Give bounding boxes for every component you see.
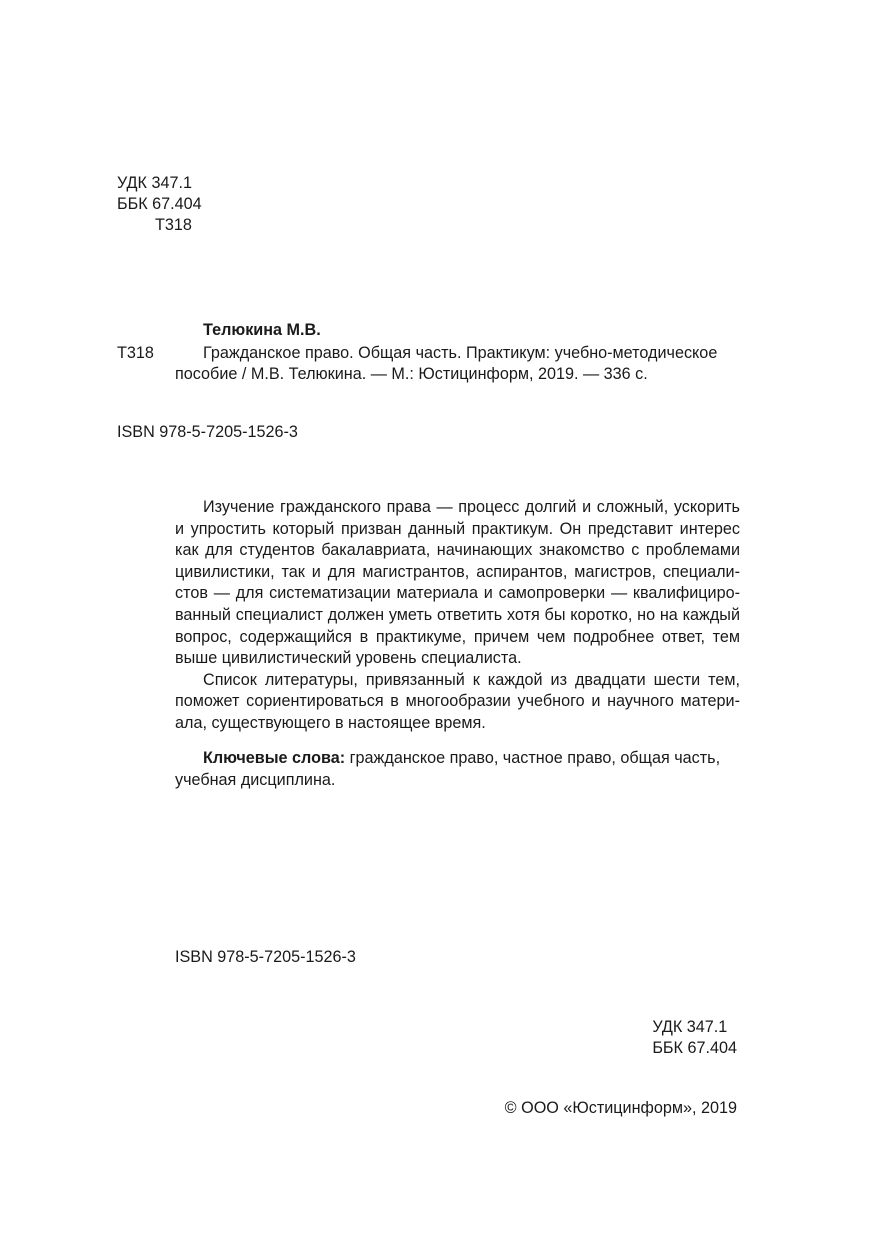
bbk-code: ББК 67.404: [652, 1039, 737, 1057]
udk-code: УДК 347.1: [652, 1018, 728, 1036]
bbk-code: ББК 67.404: [117, 195, 202, 213]
author-sign: Т318: [155, 216, 192, 234]
bibliography-line-1: Гражданское право. Общая часть. Практикум: учебно-методическое: [203, 344, 718, 362]
abstract-line: Изучение гражданского права — процесс долгий и сложный, ускорить: [203, 498, 740, 516]
abstract-line: ванный специалист должен уметь ответить хотя бы коротко, но на каждый: [175, 605, 740, 624]
copyright-notice: © ООО «Юстицинформ», 2019: [504, 1099, 737, 1117]
keywords-text-1: гражданское право, частное право, общая часть,: [345, 749, 721, 767]
isbn-bottom: ISBN 978-5-7205-1526-3: [175, 948, 356, 966]
bibliographic-description: [175, 343, 740, 385]
abstract-line: и упростить который призван данный практикум. Он представит интерес: [175, 519, 740, 538]
isbn-top: ISBN 978-5-7205-1526-3: [117, 423, 298, 441]
keywords-line-1: [175, 747, 740, 769]
abstract-line: как для студентов бакалавриата, начинающих знакомство с проблемами: [175, 541, 740, 560]
abstract: [175, 497, 740, 735]
classification-block-bottom: [652, 1017, 737, 1059]
author-name: Телюкина М.В.: [203, 321, 321, 339]
abstract-line: поможет сориентироваться в многообразии учебного и научного матери-: [175, 692, 740, 711]
abstract-line: ала, существующего в настоящее время.: [175, 713, 486, 732]
keywords-text-2: учебная дисциплина.: [175, 771, 336, 789]
bibliography-line-2: пособие / М.В. Телюкина. — М.: Юстицинформ, 2019. — 336 с.: [175, 365, 648, 383]
abstract-line: стов — для систематизации материала и самопроверки — квалифициро-: [175, 584, 740, 603]
udk-code: УДК 347.1: [117, 174, 192, 192]
author-sign-left: Т318: [117, 344, 154, 362]
abstract-line: выше цивилистический уровень специалиста.: [175, 649, 522, 668]
classification-block-top: [117, 173, 202, 236]
keywords: [175, 747, 740, 791]
abstract-line: Список литературы, привязанный к каждой из двадцати шести тем,: [203, 670, 740, 689]
keywords-label: Ключевые слова:: [203, 749, 346, 767]
abstract-line: цивилистики, так и для магистрантов, аспирантов, магистров, специали-: [175, 562, 740, 581]
abstract-line: вопрос, содержащийся в практикуме, причем чем подробнее ответ, тем: [175, 627, 740, 646]
